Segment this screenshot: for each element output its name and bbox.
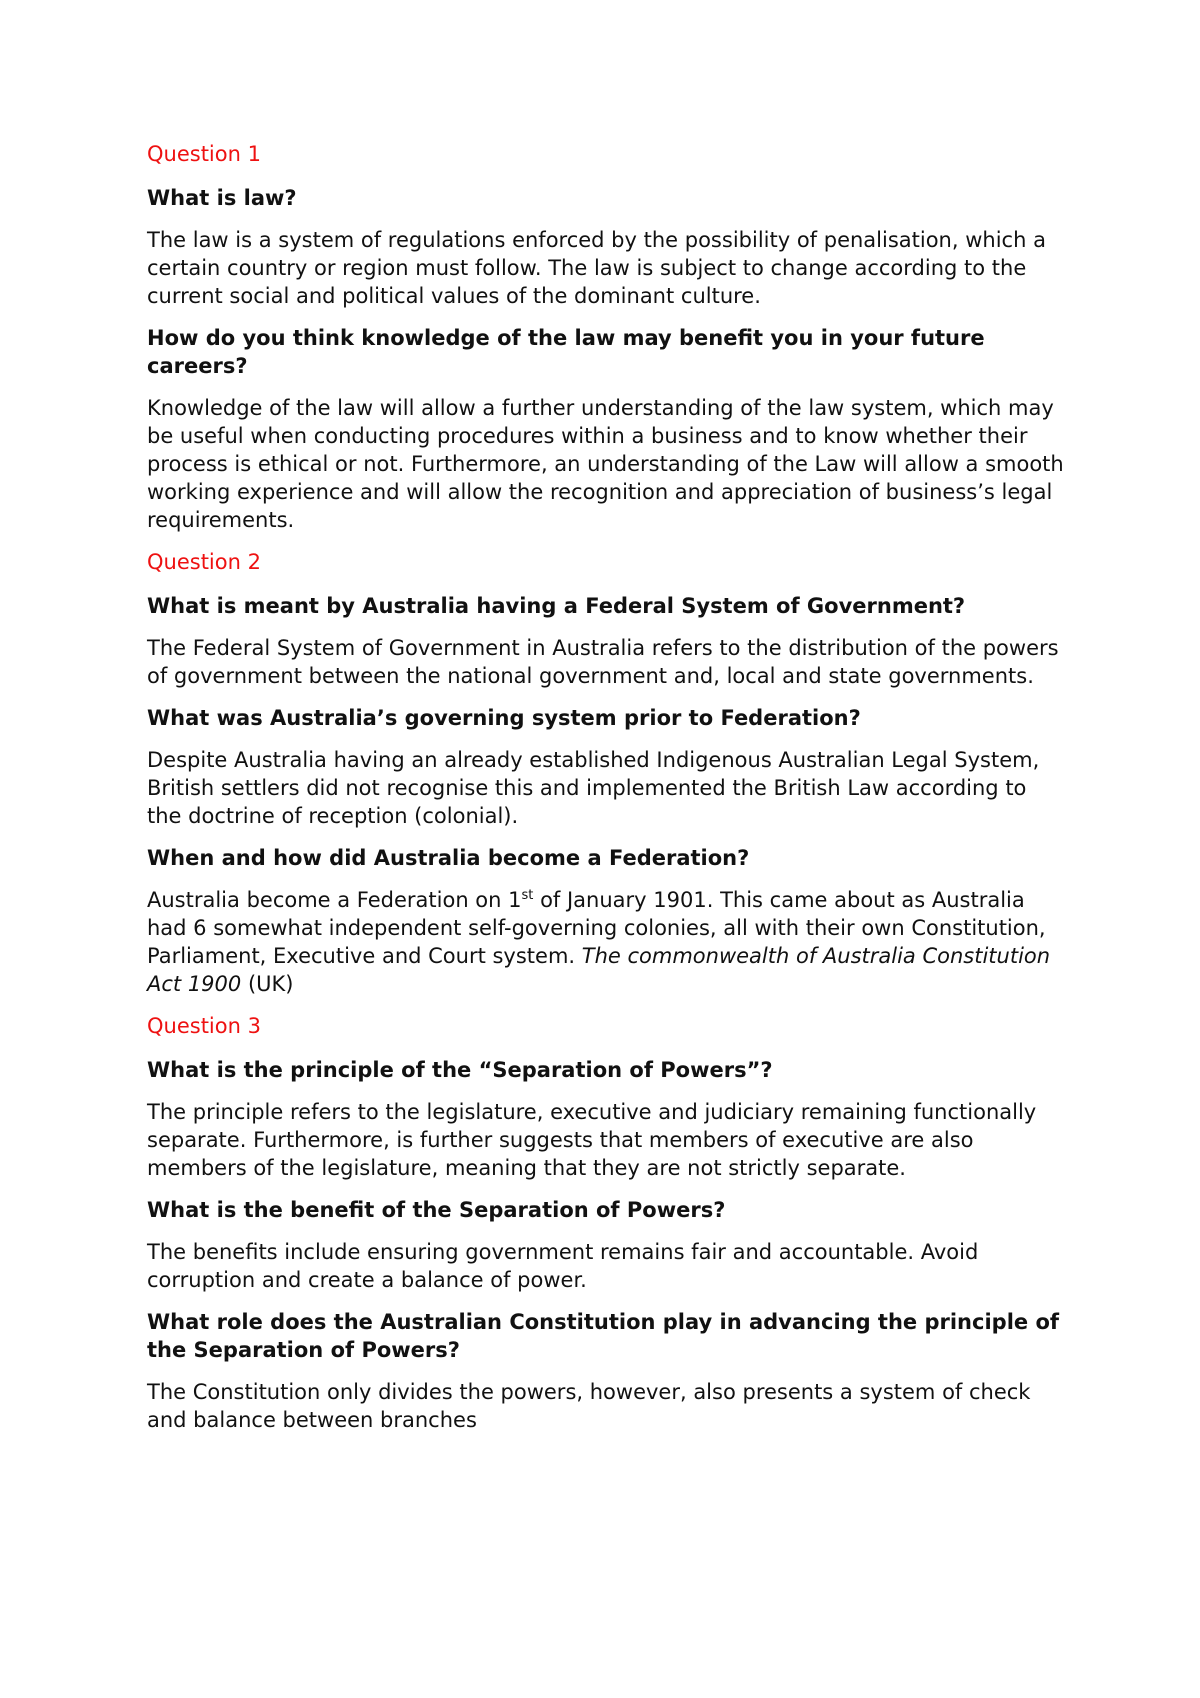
answer-paragraph: The law is a system of regulations enforced by the possibility of penalisation, which a certain country or region must follow. The law is subject to change according to the current social and political values of the dominant culture. [147, 228, 1046, 308]
sub-question: What is the principle of the “Separation of Powers”? [147, 1058, 773, 1082]
ordinal-suffix: st [521, 888, 534, 903]
act-title: The commonwealth of Australia Constitution Act 1900 [147, 944, 1051, 996]
question-heading: Question 1 [147, 142, 261, 166]
section-question-2 [147, 548, 1067, 998]
answer-text: (UK) [241, 972, 294, 996]
answer-paragraph [147, 886, 1067, 998]
answer-paragraph: Despite Australia having an already established Indigenous Australian Legal System, British settlers did not recognise this and implemented the British Law according to the doctrine of reception (colonial). [147, 748, 1040, 828]
answer-paragraph: The Federal System of Government in Australia refers to the distribution of the powers of government between the national government and, local and state governments. [147, 636, 1059, 688]
document-page [147, 140, 1067, 1448]
answer-paragraph: The principle refers to the legislature, executive and judiciary remaining functionally separate. Furthermore, is further suggests that members of executive are also members of the legislature, meaning that they are not strictly separate. [147, 1100, 1037, 1180]
question-heading: Question 3 [147, 1014, 261, 1038]
sub-question: How do you think knowledge of the law may benefit you in your future careers? [147, 326, 985, 378]
answer-paragraph: The benefits include ensuring government remains fair and accountable. Avoid corruption and create a balance of power. [147, 1240, 979, 1292]
answer-paragraph: Knowledge of the law will allow a further understanding of the law system, which may be useful when conducting procedures within a business and to know whether their process is ethical or not. Furthermore, an understanding of the Law will allow a smooth working experience and will allow the recognition and appreciation of business’s legal requirements. [147, 396, 1064, 532]
answer-text: Australia become a Federation on 1 [147, 888, 522, 912]
sub-question: What was Australia’s governing system prior to Federation? [147, 706, 861, 730]
answer-text: of January 1901. This came about as Australia had 6 somewhat independent self-governing colonies, all with their own Constitution, Parliament, Executive and Court system. [147, 888, 1046, 968]
question-heading: Question 2 [147, 550, 261, 574]
sub-question: When and how did Australia become a Federation? [147, 846, 750, 870]
section-question-3 [147, 1012, 1067, 1434]
answer-paragraph: The Constitution only divides the powers, however, also presents a system of check and balance between branches [147, 1380, 1031, 1432]
sub-question: What is law? [147, 186, 297, 210]
section-question-1 [147, 140, 1067, 534]
sub-question: What role does the Australian Constitution play in advancing the principle of the Separation of Powers? [147, 1310, 1060, 1362]
sub-question: What is meant by Australia having a Federal System of Government? [147, 594, 966, 618]
sub-question: What is the benefit of the Separation of Powers? [147, 1198, 726, 1222]
